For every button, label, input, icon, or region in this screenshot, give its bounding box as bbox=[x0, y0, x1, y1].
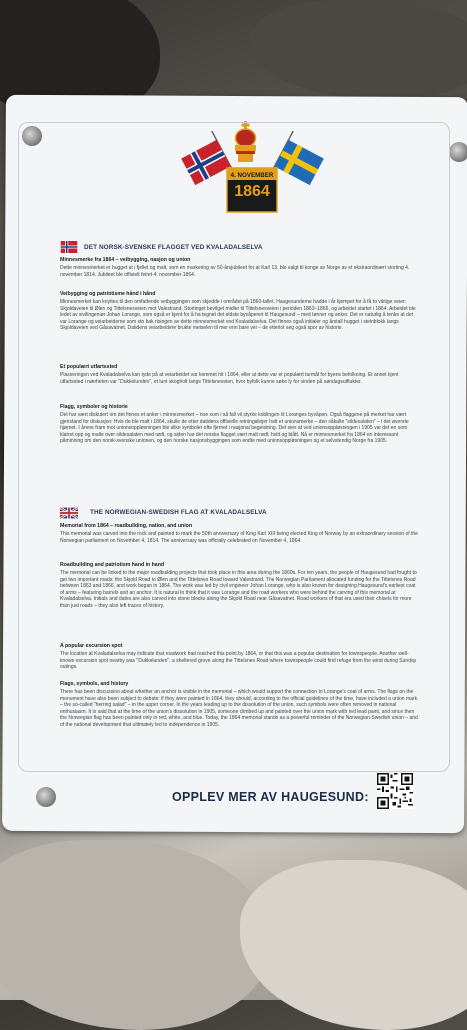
en-section-4 bbox=[60, 681, 420, 729]
uk-flag-icon bbox=[60, 507, 78, 519]
rock-lower bbox=[0, 840, 270, 1030]
rock-highlight bbox=[250, 0, 467, 100]
section-title: Roadbuilding and patriotism hand in hand bbox=[60, 562, 165, 568]
en-section-2 bbox=[60, 562, 420, 610]
no-section-3 bbox=[60, 364, 420, 385]
bolt-bottom-left-icon bbox=[36, 787, 56, 807]
section-title: Et populært utfartssted bbox=[60, 364, 118, 370]
section-title: Minnesmerke fra 1864 – veibygging, nasjon og union bbox=[60, 257, 191, 263]
norwegian-heading: DET NORSK-SVENSKE FLAGGET VED KVALADALSELVA bbox=[84, 244, 263, 251]
bolt-top-right-icon bbox=[449, 142, 467, 162]
section-body: Plasseringen ved Kvaladalselva kan tyde på at veiarbeidet var kommet hit i 1864, eller at dette var et populært turmål for byens befolkning. Et annet kjent utfartssted i nærheten var "Dukkelunden", et lunt skogholt langs Tittelsneveien, hvor byfolk kunne søke ly for vinden på søndagsutflukter. bbox=[60, 372, 399, 385]
text-panel bbox=[18, 122, 450, 772]
section-title: Flags, symbols, and history bbox=[60, 681, 129, 687]
section-body: Dette minnesmerket er hugget ut i fjellet og malt, som en markering av 50-årsjubileet for at Karl 13. ble valgt til konge av Norge av et ekstraordinært storting 4. november 1814. Jubileet ble offisielt feiret 4. november 1864. bbox=[60, 265, 410, 278]
section-title: Veibygging og patriotisme hånd i hånd bbox=[60, 291, 156, 297]
section-body: The memorial can be linked to the major roadbuilding projects that took place in this area during the 1860s. For ten years, the people of Haugesund had fought to get two important roads: the Skjold Road to Ølen and the Tittelsnes Road toward Valestrand. The Norwegian Parliament allocated funding for the Tittelsnes Road between 1863 and 1866, and work began in 1864. The work was led by civil engineer Johan Lorange, who is also known for designing Haugesund's earliest coat of arms – featuring barrels and an anchor. It is natural to think that it was Lorange and the road workers who were behind the carving of this memorial at Kvaladalselva. Initials and dates are also carved into stone blocks along the Skjold Road near Gåsavatnet. Road workers of that era used their chisels for more than just roads – they also left traces of history. bbox=[60, 570, 417, 609]
section-body: Det har vært diskutert om det finnes et anker i minnesmerket – noe som i så fall vil styrke koblingen til Loranges byvåpen. Også flaggene på merket har vært gjenstand for diskusjon: Hvis de ble malt i 1864, skulle de etter datidens offisielle retningslinjer hatt et unionsmerke – den såkalte "sildesalaten" – i det øverste hjørnet. I årene fram mot unionsoppløsningen ble slike symboler ofte fjernet i nasjonal begeistring. Det sies at ved unionsoppløsningen i 1905 var det en som klatret opp og malte over sildesalaten med rødt, og siden har det norske flagget vært malt rødt, hvitt og blått. Nå er minnesmerket fra 1864 en interessant påminning om den norsk-svenske unionen, og den norske nasjonsbyggingen som endte med unionsoppløsningen og et selvstendig Norge fra 1905. bbox=[60, 412, 409, 445]
section-title: Memorial from 1864 – roadbuilding, nation, and union bbox=[60, 523, 193, 529]
section-body: Minnesmerket kan knyttes til den omfattende veibyggingen som skjedde i området på 1860-tallet. Haugesunderne hadde i år kjempet for å få to viktige veier: Skjoldaveien til Ølen og Tittelsnesveien mot Valestrand. Stortinget bevilget midler til Tittelsnesveien i perioden 1863–1866, og arbeidet startet i 1864. Arbeidet ble ledet av sivilingeniør Johan Lorange, som også er kjent for å ha tegnet det eldste byvåpenet til Haugesund – med tønner og anker. Det er naturlig å tenke at det var Lorange og veiarbeiderne som sto bak risingen av dette minnesmerket ved Kvaladalselva. Det finnes også initialer og årstall hugget i steinblokk langs Skjoldaveien ved Gåsavatnet. Datidens veiarbeidere brukte meiselen til mer enn bare vei – de etterlot seg også spor av historie. bbox=[60, 299, 416, 332]
no-section-2 bbox=[60, 291, 420, 332]
emblem-ribbon-text: 4. NOVEMBER bbox=[230, 172, 274, 179]
section-title: A popular excursion spot bbox=[60, 643, 123, 649]
emblem-year: 1864 bbox=[234, 183, 270, 200]
qr-code[interactable] bbox=[377, 773, 413, 809]
section-title: Flagg, symboler og historie bbox=[60, 404, 128, 410]
en-section-1 bbox=[60, 523, 420, 544]
section-body: This memorial was carved into the rock and painted to mark the 50th anniversary of King Karl XIII being elected King of Norway by an extraordinary session of the Norwegian parliament on November 4, 1814. The anniversary was officially celebrated on November 4, 1864. bbox=[60, 531, 418, 544]
footer-text: OPPLEV MER AV HAUGESUND: bbox=[172, 790, 369, 804]
norway-flag-icon bbox=[60, 241, 78, 253]
english-heading: THE NORWEGIAN-SWEDISH FLAG AT KVALADALSELVA bbox=[90, 509, 267, 516]
no-section-4 bbox=[60, 404, 420, 445]
section-body: There has been discussion about whether an anchor is visible in the memorial – which would support the connection to Lorange's coat of arms. The flags on the monument have also been subject to debate: if they were painted in 1864, they should, according to the official guidelines of the time, have included a union mark – the so-called "herring salad" – in the upper corner. In the years leading up to the dissolution of the union, such symbols were often removed in national enthusiasm. It is said that at the time of the union's dissolution in 1905, someone climbed up and painted over the union mark with red lead paint, and since then the Norwegian flag has been painted only in red, white, and blue. Today, the 1864 memorial stands as a powerful reminder of the Norwegian-Swedish union – and of the national development that ultimately led to independence in 1905. bbox=[60, 689, 418, 728]
section-body: The location at Kvaladalselva may indicate that roadwork had reached this point by 1864, or that this was a popular destination for townspeople. Another well-known excursion spot nearby was "Dukkelunden", a sheltered grove along the Tittelsnes Road where townspeople could find refuge from the wind during Sunday outings. bbox=[60, 651, 417, 671]
en-section-3 bbox=[60, 643, 420, 671]
rock-lower-right bbox=[240, 860, 467, 1030]
no-section-1 bbox=[60, 257, 420, 278]
